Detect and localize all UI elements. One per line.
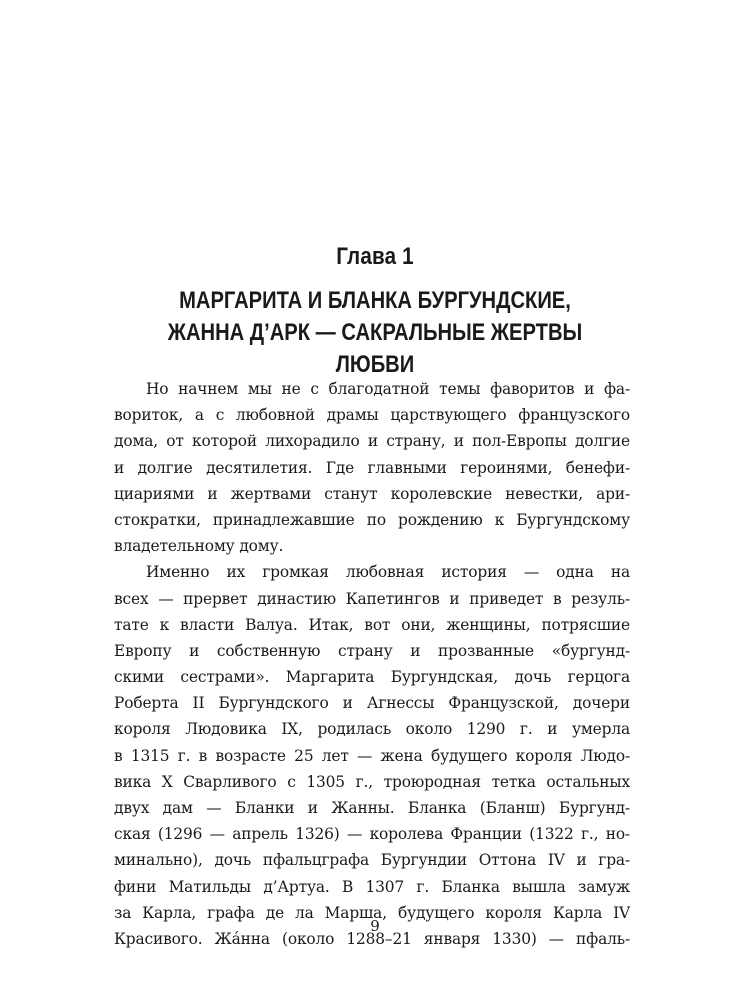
text-line: тате к власти Валуа. Итак, вот они, женщины, потрясшие [114, 615, 630, 634]
text-line: и долгие десятилетия. Где главными героинями, бенефи- [114, 458, 630, 477]
text-line: всех — прервет династию Капетингов и приведет в резуль- [114, 589, 630, 608]
text-line: скими сестрами». Маргарита Бургундская, дочь герцога [114, 668, 630, 687]
text-line: вориток, а с любовной драмы царствующего французского [114, 406, 630, 425]
paragraph-1 [114, 376, 630, 559]
page-number: 9 [370, 917, 380, 935]
text-line: Красивого. Жáнна (около 1288–21 января 1330) — пфаль- [114, 929, 630, 948]
text-line: ская (1296 — апрель 1326) — королева Франции (1322 г., но- [114, 825, 630, 844]
text-line: минально), дочь пфальцграфа Бургундии Оттона IV и гра- [114, 851, 630, 870]
text-line: фини Матильды д’Артуа. В 1307 г. Бланка вышла замуж [114, 877, 630, 896]
chapter-label: Глава 1 [336, 243, 414, 270]
text-line: владетельному дому. [114, 537, 284, 556]
text-line: циариями и жертвами станут королевские невестки, ари- [114, 484, 630, 503]
text-line: за Карла, графа де ла Марша, будущего короля Карла IV [114, 903, 630, 922]
text-line: в 1315 г. в возрасте 25 лет — жена будущего короля Людо- [114, 746, 630, 765]
chapter-title-line: ЛЮБВИ [335, 351, 415, 378]
text-line: вика X Сварливого с 1305 г., троюродная тетка остальных [114, 772, 630, 791]
paragraph-2 [114, 559, 630, 952]
text-line: Но начнем мы не с благодатной темы фаворитов и фа- [146, 380, 630, 398]
text-line: короля Людовика IX, родилась около 1290 г. и умерла [114, 720, 630, 739]
chapter-title-line: МАРГАРИТА И БЛАНКА БУРГУНДСКИЕ, [179, 287, 571, 314]
text-line: Именно их громкая любовная история — одна на [146, 563, 630, 582]
body-text [114, 376, 630, 952]
chapter-title [95, 285, 655, 381]
text-line: стократки, принадлежавшие по рождению к Бургундскому [114, 510, 630, 529]
text-line: Европу и собственную страну и прозванные «бургунд- [114, 641, 630, 660]
chapter-title-line: ЖАННА Д’АРК — САКРАЛЬНЫЕ ЖЕРТВЫ [167, 319, 583, 346]
text-line: дома, от которой лихорадило и страну, и пол-Европы долгие [114, 432, 630, 451]
text-line: Роберта II Бургундского и Агнессы Французской, дочери [114, 694, 630, 713]
text-line: двух дам — Бланки и Жанны. Бланка (Бланш) Бургунд- [114, 799, 630, 817]
